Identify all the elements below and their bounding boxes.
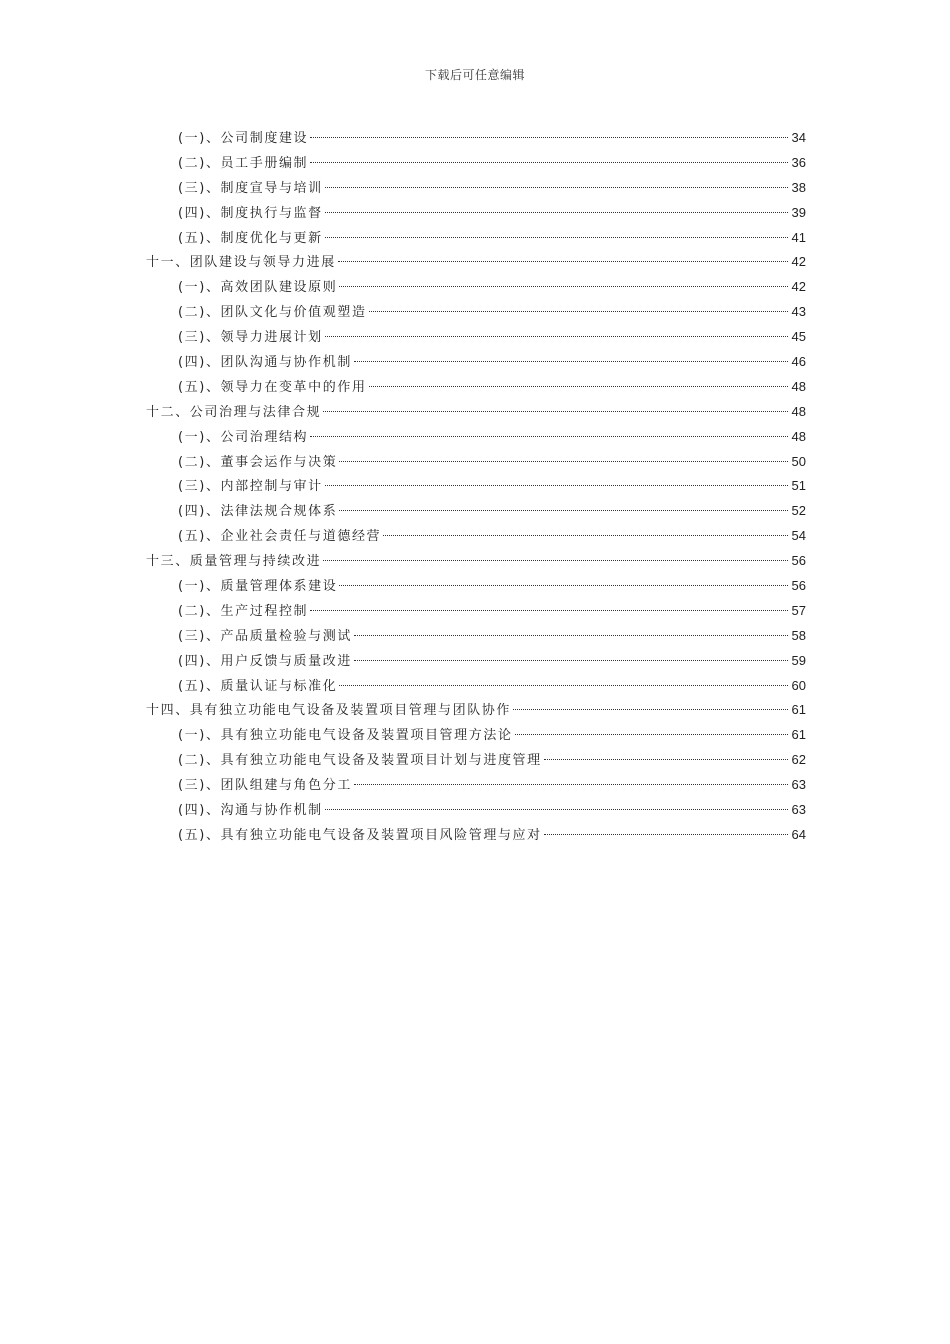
- toc-entry-page-number: 42: [791, 279, 806, 295]
- toc-entry-title: (五)、制度优化与更新: [178, 230, 323, 246]
- toc-entry-page-number: 48: [791, 378, 806, 394]
- toc-entry-title: (二)、团队文化与价值观塑造: [178, 305, 367, 321]
- toc-section-entry[interactable]: [146, 350, 806, 375]
- toc-dot-leader: [513, 709, 788, 710]
- toc-entry-title: (一)、质量管理体系建设: [178, 579, 338, 595]
- toc-entry-page-number: 41: [791, 229, 806, 245]
- toc-entry-title: (五)、领导力在变革中的作用: [178, 379, 367, 395]
- toc-entry-title: (四)、用户反馈与质量改进: [178, 653, 352, 669]
- toc-dot-leader: [325, 485, 788, 486]
- toc-section-entry[interactable]: [146, 798, 806, 823]
- toc-entry-page-number: 34: [791, 130, 806, 145]
- toc-entry-title: 十一、团队建设与领导力进展: [146, 255, 336, 271]
- toc-chapter-entry[interactable]: [146, 698, 806, 723]
- toc-entry-title: 十三、质量管理与持续改进: [146, 554, 322, 570]
- toc-entry-title: 十二、公司治理与法律合规: [146, 404, 322, 420]
- toc-entry-page-number: 36: [791, 154, 806, 170]
- toc-entry-title: (二)、具有独立功能电气设备及装置项目计划与进度管理: [178, 753, 542, 769]
- toc-entry-title: (一)、高效团队建设原则: [178, 280, 338, 296]
- toc-dot-leader: [310, 610, 788, 611]
- toc-entry-page-number: 48: [791, 428, 806, 444]
- toc-entry-page-number: 63: [791, 802, 806, 818]
- toc-entry-title: (五)、质量认证与标准化: [178, 678, 338, 694]
- toc-entry-page-number: 61: [791, 702, 806, 718]
- toc-entry-title: (四)、制度执行与监督: [178, 205, 323, 221]
- toc-chapter-entry[interactable]: [146, 250, 806, 275]
- toc-entry-page-number: 56: [791, 578, 806, 594]
- toc-dot-leader: [310, 436, 788, 437]
- toc-dot-leader: [369, 311, 788, 312]
- toc-dot-leader: [383, 535, 788, 536]
- toc-dot-leader: [515, 734, 788, 735]
- toc-entry-page-number: 64: [791, 826, 806, 842]
- toc-section-entry[interactable]: [146, 201, 806, 226]
- toc-dot-leader: [544, 834, 788, 835]
- toc-entry-title: (三)、团队组建与角色分工: [178, 778, 352, 794]
- toc-dot-leader: [354, 361, 788, 362]
- toc-entry-title: (四)、团队沟通与协作机制: [178, 355, 352, 371]
- toc-section-entry[interactable]: [146, 375, 806, 400]
- toc-dot-leader: [354, 635, 788, 636]
- toc-section-entry[interactable]: [146, 450, 806, 475]
- toc-dot-leader: [325, 336, 788, 337]
- toc-section-entry[interactable]: [146, 275, 806, 300]
- toc-entry-title: 十四、具有独立功能电气设备及装置项目管理与团队协作: [146, 703, 512, 719]
- toc-entry-title: (四)、法律法规合规体系: [178, 504, 338, 520]
- table-of-contents: [146, 126, 806, 848]
- toc-dot-leader: [369, 386, 788, 387]
- toc-entry-page-number: 60: [791, 677, 806, 693]
- toc-dot-leader: [544, 759, 788, 760]
- toc-entry-title: (五)、具有独立功能电气设备及装置项目风险管理与应对: [178, 827, 542, 843]
- toc-section-entry[interactable]: [146, 723, 806, 748]
- toc-section-entry[interactable]: [146, 773, 806, 798]
- toc-dot-leader: [323, 560, 788, 561]
- toc-entry-page-number: 43: [791, 304, 806, 320]
- toc-dot-leader: [310, 162, 788, 163]
- toc-entry-title: (一)、公司治理结构: [178, 429, 309, 445]
- toc-dot-leader: [339, 510, 788, 511]
- toc-entry-page-number: 56: [791, 553, 806, 569]
- toc-entry-page-number: 50: [791, 453, 806, 469]
- toc-entry-title: (一)、公司制度建设: [178, 131, 309, 146]
- toc-section-entry[interactable]: [146, 599, 806, 624]
- toc-entry-title: (二)、员工手册编制: [178, 155, 309, 171]
- toc-entry-title: (二)、董事会运作与决策: [178, 454, 338, 470]
- toc-section-entry[interactable]: [146, 649, 806, 674]
- toc-entry-page-number: 63: [791, 777, 806, 793]
- toc-entry-page-number: 39: [791, 204, 806, 220]
- page-header: 下载后可任意编辑: [424, 68, 525, 82]
- toc-dot-leader: [354, 784, 788, 785]
- toc-entry-page-number: 57: [791, 602, 806, 618]
- toc-entry-title: (五)、企业社会责任与道德经营: [178, 529, 382, 545]
- toc-chapter-entry[interactable]: [146, 400, 806, 425]
- toc-entry-page-number: 58: [791, 627, 806, 643]
- toc-entry-page-number: 48: [791, 403, 806, 419]
- toc-dot-leader: [310, 137, 788, 138]
- toc-entry-page-number: 45: [791, 329, 806, 345]
- toc-section-entry[interactable]: [146, 300, 806, 325]
- toc-entry-title: (三)、内部控制与审计: [178, 479, 323, 495]
- toc-chapter-entry[interactable]: [146, 549, 806, 574]
- toc-section-entry[interactable]: [146, 325, 806, 350]
- toc-section-entry[interactable]: [146, 474, 806, 499]
- toc-dot-leader: [325, 212, 788, 213]
- toc-entry-page-number: 38: [791, 179, 806, 195]
- toc-entry-title: (三)、领导力进展计划: [178, 330, 323, 346]
- toc-entry-page-number: 54: [791, 528, 806, 544]
- toc-dot-leader: [323, 411, 788, 412]
- toc-entry-title: (四)、沟通与协作机制: [178, 803, 323, 819]
- toc-section-entry[interactable]: [146, 674, 806, 699]
- toc-section-entry[interactable]: [146, 499, 806, 524]
- toc-entry-page-number: 52: [791, 503, 806, 519]
- toc-dot-leader: [354, 660, 788, 661]
- toc-section-entry[interactable]: [146, 524, 806, 549]
- toc-entry-page-number: 62: [791, 752, 806, 768]
- toc-section-entry[interactable]: [146, 425, 806, 450]
- toc-dot-leader: [338, 261, 788, 262]
- toc-section-entry[interactable]: [146, 624, 806, 649]
- toc-entry-page-number: 46: [791, 354, 806, 370]
- toc-dot-leader: [339, 461, 788, 462]
- toc-entry-page-number: 59: [791, 652, 806, 668]
- toc-entry-page-number: 61: [791, 727, 806, 743]
- toc-section-entry[interactable]: [146, 748, 806, 773]
- toc-entry-title: (二)、生产过程控制: [178, 603, 309, 619]
- toc-section-entry[interactable]: [146, 226, 806, 251]
- toc-section-entry[interactable]: [146, 574, 806, 599]
- toc-dot-leader: [325, 809, 788, 810]
- toc-entry-title: (三)、制度宣导与培训: [178, 180, 323, 196]
- toc-entry-page-number: 42: [791, 254, 806, 270]
- toc-dot-leader: [325, 187, 788, 188]
- toc-section-entry[interactable]: [146, 151, 806, 176]
- toc-dot-leader: [325, 237, 788, 238]
- toc-entry-title: (一)、具有独立功能电气设备及装置项目管理方法论: [178, 728, 513, 744]
- toc-dot-leader: [339, 685, 788, 686]
- toc-entry-page-number: 51: [791, 478, 806, 494]
- toc-dot-leader: [339, 585, 788, 586]
- toc-section-entry[interactable]: [146, 823, 806, 848]
- toc-entry-title: (三)、产品质量检验与测试: [178, 628, 352, 644]
- toc-section-entry[interactable]: [146, 176, 806, 201]
- toc-section-entry[interactable]: [146, 126, 806, 151]
- toc-dot-leader: [339, 286, 788, 287]
